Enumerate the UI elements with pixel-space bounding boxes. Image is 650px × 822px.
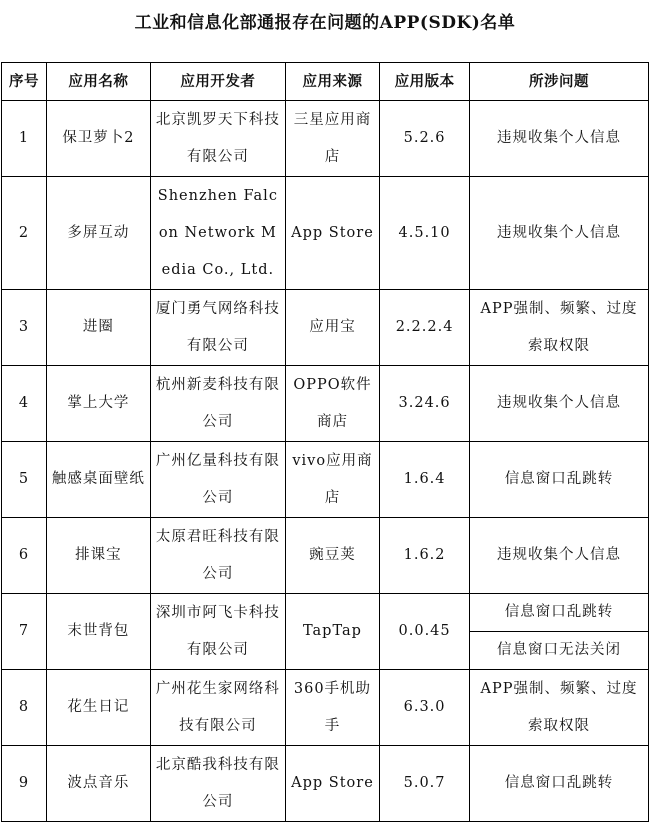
table-row: [2, 518, 649, 594]
table-row: [2, 746, 649, 822]
cell-developer: 杭州新麦科技有限公司: [150, 366, 285, 442]
cell-issue: 信息窗口无法关闭: [470, 632, 649, 670]
col-header-developer: 应用开发者: [150, 63, 285, 101]
cell-app-name: 排课宝: [46, 518, 150, 594]
cell-app-name: 多屏互动: [46, 177, 150, 290]
cell-no: 7: [2, 594, 47, 670]
cell-source: OPPO软件商店: [285, 366, 379, 442]
table-row: [2, 670, 649, 746]
cell-source: vivo应用商店: [285, 442, 379, 518]
cell-no: 6: [2, 518, 47, 594]
cell-app-name: 花生日记: [46, 670, 150, 746]
cell-source: 豌豆荚: [285, 518, 379, 594]
header-row: [2, 63, 649, 101]
cell-developer: 北京凯罗天下科技有限公司: [150, 101, 285, 177]
col-header-version: 应用版本: [380, 63, 470, 101]
table-row: [2, 177, 649, 290]
cell-no: 1: [2, 101, 47, 177]
cell-issue: 违规收集个人信息: [470, 177, 649, 290]
cell-developer: 深圳市阿飞卡科技有限公司: [150, 594, 285, 670]
cell-version: 6.3.0: [380, 670, 470, 746]
page-title: 工业和信息化部通报存在问题的APP(SDK)名单: [134, 13, 516, 33]
cell-version: 5.0.7: [380, 746, 470, 822]
table-row: [2, 290, 649, 366]
cell-app-name: 触感桌面壁纸: [46, 442, 150, 518]
cell-version: 1.6.2: [380, 518, 470, 594]
cell-version: 0.0.45: [380, 594, 470, 670]
cell-source: TapTap: [285, 594, 379, 670]
cell-version: 3.24.6: [380, 366, 470, 442]
cell-version: 5.2.6: [380, 101, 470, 177]
cell-issue: APP强制、频繁、过度索取权限: [470, 670, 649, 746]
cell-developer: 厦门勇气网络科技有限公司: [150, 290, 285, 366]
cell-no: 4: [2, 366, 47, 442]
cell-no: 3: [2, 290, 47, 366]
cell-app-name: 波点音乐: [46, 746, 150, 822]
col-header-app-name: 应用名称: [46, 63, 150, 101]
cell-developer: Shenzhen Falcon Network Media Co., Ltd.: [150, 177, 285, 290]
cell-source: 三星应用商店: [285, 101, 379, 177]
col-header-issue: 所涉问题: [470, 63, 649, 101]
cell-no: 8: [2, 670, 47, 746]
cell-version: 2.2.2.4: [380, 290, 470, 366]
cell-issue: 违规收集个人信息: [470, 101, 649, 177]
cell-app-name: 掌上大学: [46, 366, 150, 442]
cell-issue: 信息窗口乱跳转: [470, 746, 649, 822]
cell-issue: 信息窗口乱跳转: [470, 442, 649, 518]
app-list-table: [1, 62, 649, 822]
cell-source: App Store: [285, 177, 379, 290]
cell-app-name: 末世背包: [46, 594, 150, 670]
col-header-no: 序号: [2, 63, 47, 101]
cell-source: App Store: [285, 746, 379, 822]
cell-no: 5: [2, 442, 47, 518]
table-row: [2, 101, 649, 177]
cell-app-name: 进圈: [46, 290, 150, 366]
cell-source: 360手机助手: [285, 670, 379, 746]
table-row: [2, 594, 649, 632]
cell-issue: 违规收集个人信息: [470, 518, 649, 594]
cell-app-name: 保卫萝卜2: [46, 101, 150, 177]
cell-developer: 太原君旺科技有限公司: [150, 518, 285, 594]
cell-no: 9: [2, 746, 47, 822]
table-row: [2, 442, 649, 518]
cell-issue: 信息窗口乱跳转: [470, 594, 649, 632]
cell-version: 1.6.4: [380, 442, 470, 518]
cell-issue: APP强制、频繁、过度索取权限: [470, 290, 649, 366]
cell-source: 应用宝: [285, 290, 379, 366]
cell-developer: 广州亿量科技有限公司: [150, 442, 285, 518]
cell-no: 2: [2, 177, 47, 290]
cell-developer: 广州花生家网络科技有限公司: [150, 670, 285, 746]
cell-developer: 北京酷我科技有限公司: [150, 746, 285, 822]
cell-version: 4.5.10: [380, 177, 470, 290]
cell-issue: 违规收集个人信息: [470, 366, 649, 442]
col-header-source: 应用来源: [285, 63, 379, 101]
table-row: [2, 366, 649, 442]
